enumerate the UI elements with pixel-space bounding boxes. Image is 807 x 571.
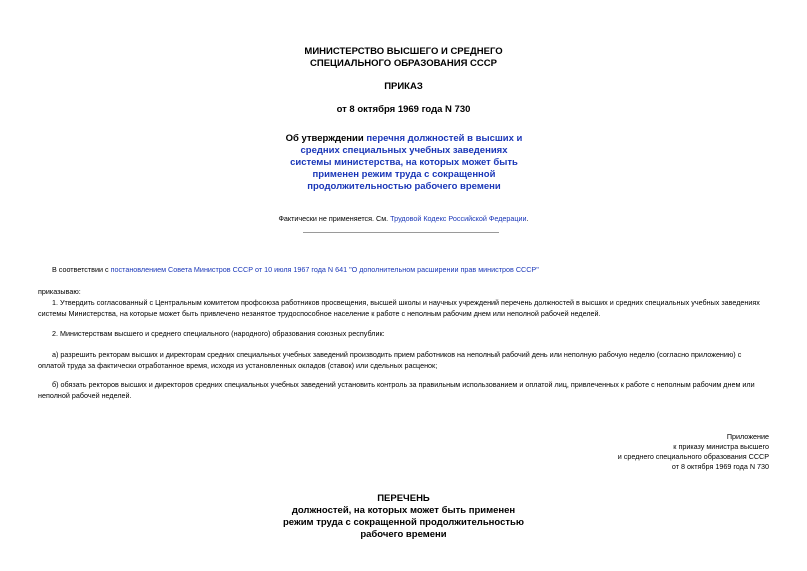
- list-title: ПЕРЕЧЕНЬ: [377, 493, 430, 504]
- document-title-link[interactable]: перечня должностей в высших и средних специальных учебных заведениях системы министерства, на которых может быть применен режим труда с сокращенной продолжительностью рабочего времени: [290, 133, 523, 192]
- appendix-line2: к приказу министра высшего: [673, 442, 769, 451]
- document-title-prefix: Об утверждении: [285, 133, 367, 144]
- status-note-text: Фактически не применяется. См.: [278, 214, 391, 223]
- appendix-line4: от 8 октября 1969 года N 730: [671, 462, 769, 471]
- status-note: [0, 214, 807, 224]
- order-item-1: 1. Утвердить согласованный с Центральным комитетом профсоюза работников просвещения, высшей школы и научных учреждений перечень должностей в высших и средних специальных учебных заведениях системы Министерства, на которые может быть привлечено незанятое трудоспособное население к работе с неполным рабочим днем или неполной рабочей неделей.: [38, 298, 760, 318]
- preamble: [38, 265, 770, 276]
- order-word: приказываю:: [38, 287, 81, 296]
- order-item-2a: а) разрешить ректорам высших и директорам средних специальных учебных заведений производить прием работников на неполный рабочий день или неполную рабочую неделю (согласно приложению) с оплатой труда за фактически отработанное время, исходя из установленных окладов (ставок) или сдельных расценок;: [38, 350, 742, 370]
- list-subtitle-line2: режим труда с сокращенной продолжительностью: [283, 517, 524, 528]
- appendix-label: Приложение: [726, 432, 769, 441]
- ministry-name-line1: МИНИСТЕРСТВО ВЫСШЕГО И СРЕДНЕГО: [304, 46, 503, 57]
- document-title: [282, 133, 526, 193]
- list-subtitle-line3: рабочего времени: [360, 529, 447, 540]
- preamble-prefix: В соответствии с: [52, 265, 111, 274]
- divider: [303, 232, 499, 233]
- ministry-name-line2: СПЕЦИАЛЬНОГО ОБРАЗОВАНИЯ СССР: [310, 58, 497, 69]
- document-date-number: от 8 октября 1969 года N 730: [336, 104, 471, 115]
- appendix-line3: и среднего специального образования СССР: [617, 452, 769, 461]
- resolution-link[interactable]: постановлением Совета Министров СССР от 10 июля 1967 года N 641 "О дополнительном расширении прав министров СССР": [110, 265, 539, 274]
- list-subtitle-line1: должностей, на которых может быть применен: [291, 505, 516, 516]
- status-note-suffix: .: [526, 214, 529, 223]
- order-item-2: 2. Министерствам высшего и среднего специального (народного) образования союзных республик:: [52, 329, 385, 338]
- document-type: ПРИКАЗ: [384, 81, 423, 92]
- labor-code-link[interactable]: Трудовой Кодекс Российской Федерации: [390, 214, 527, 223]
- order-item-2b: б) обязать ректоров высших и директоров средних специальных учебных заведений установить контроль за правильным использованием и оплатой лиц, привлеченных к работе с неполным рабочим днем или неполной рабочей неделей.: [38, 380, 755, 400]
